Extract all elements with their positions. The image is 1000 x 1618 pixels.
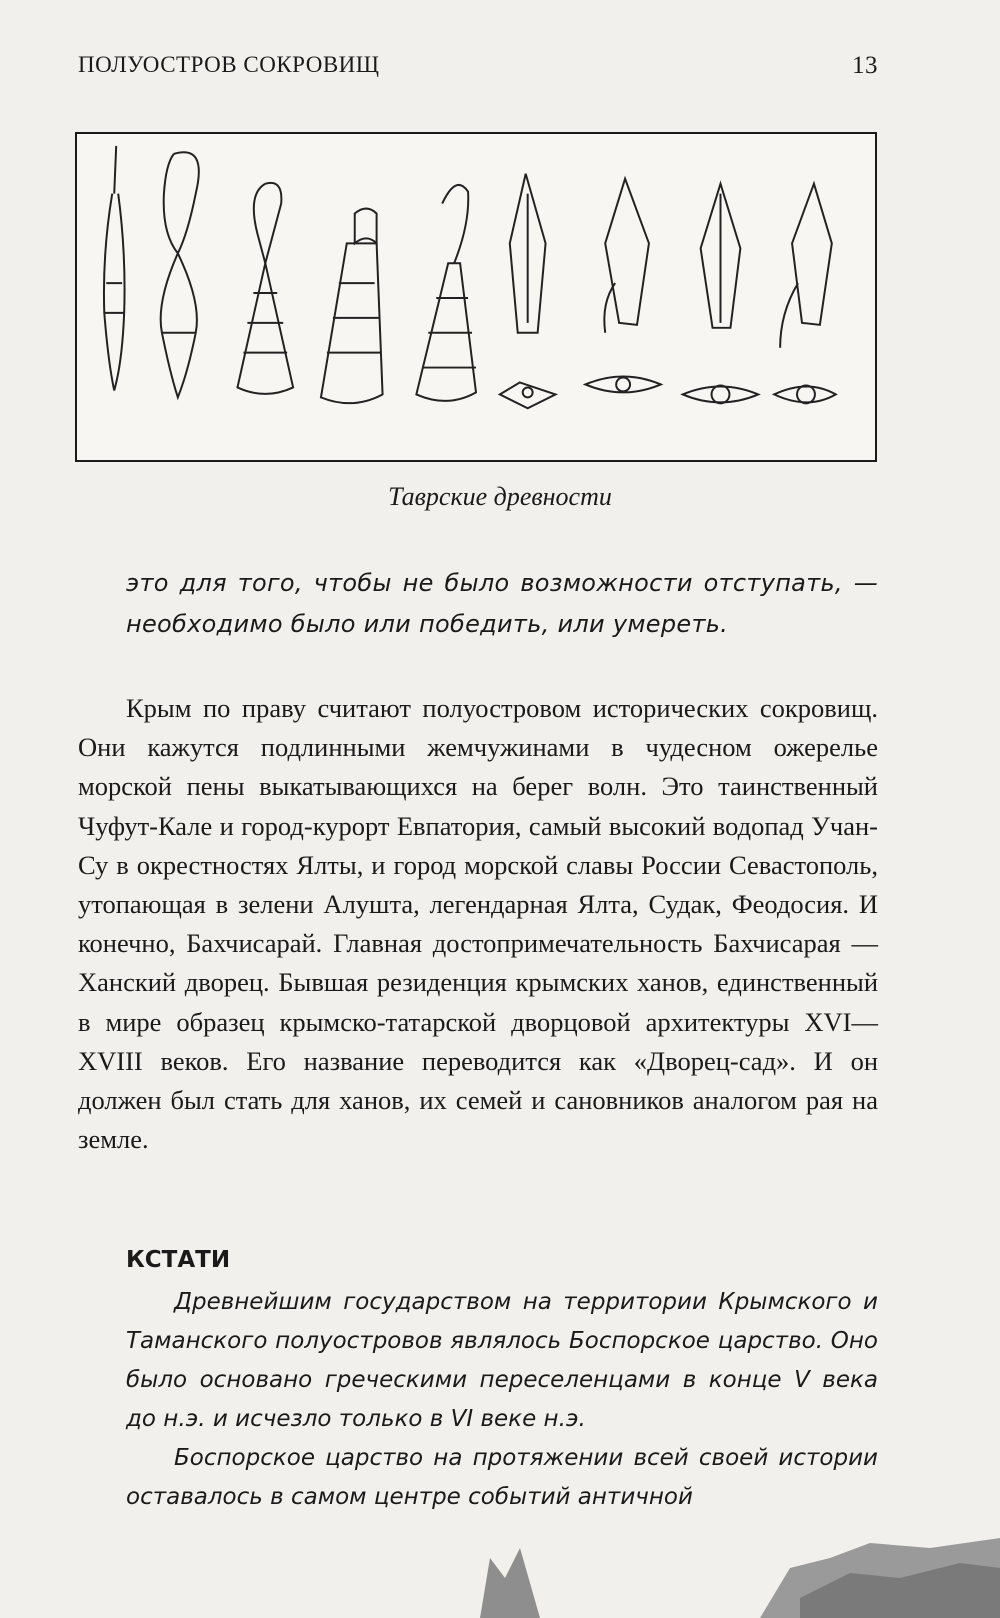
page-number: 13 — [852, 52, 878, 79]
artifacts-drawing — [77, 134, 875, 460]
arrowhead-3 — [683, 184, 759, 404]
cone-pendant-2 — [321, 209, 383, 404]
spindle-pendant-2 — [161, 152, 199, 397]
aside-paragraph-1: Древнейшим государством на территории Крымского и Таманского полуостровов являлось Боспорское царство. Оно было основано греческими переселенцами в конце V века до н.э. и исчезло только в VI веке н.э. — [126, 1289, 878, 1432]
bottom-photo-fragment — [0, 1538, 1000, 1618]
aside-box — [126, 1283, 878, 1517]
aside-heading: КСТАТИ — [126, 1247, 231, 1273]
spindle-pendant-1 — [104, 146, 125, 390]
running-title: ПОЛУОСТРОВ СОКРОВИЩ — [78, 52, 380, 77]
aside-paragraph-2: Боспорское царство на протяжении всей своей истории оставалось в самом центре событий античной — [126, 1445, 878, 1510]
cone-pendant-1 — [237, 183, 293, 394]
cone-pendant-3 — [416, 185, 476, 401]
arrowhead-2 — [585, 179, 661, 393]
quote-text: это для того, чтобы не было возможности отступать, — необходимо было или победить, или умереть. — [126, 569, 878, 638]
arrowhead-4 — [774, 184, 836, 404]
artifacts-illustration — [75, 132, 877, 462]
figure-caption: Таврские древности — [388, 482, 612, 511]
arrowhead-1 — [500, 174, 556, 409]
body-paragraph: Крым по праву считают полуостровом исторических сокровищ. Они кажутся подлинными жемчужинами в чудесном ожерелье морской пены выкатывающихся на берег волн. Это таинственный Чуфут-Кале и город-курорт Евпатория, самый высокий водопад Учан-Су в окрестностях Ялты, и город морской славы России Севастополь, утопающая в зелени Алушта, легендарная Ялта, Судак, Феодосия. И конечно, Бахчисарай. Главная достопримечательность Бахчисарая — Ханский дворец. Бывшая резиденция крымских ханов, единственный в мире образец крымско-татарской дворцовой архитектуры XVI—XVIII веков. Его название переводится как «Дворец-сад». И он должен был стать для ханов, их семей и сановников аналогом рая на земле. — [78, 693, 878, 1155]
